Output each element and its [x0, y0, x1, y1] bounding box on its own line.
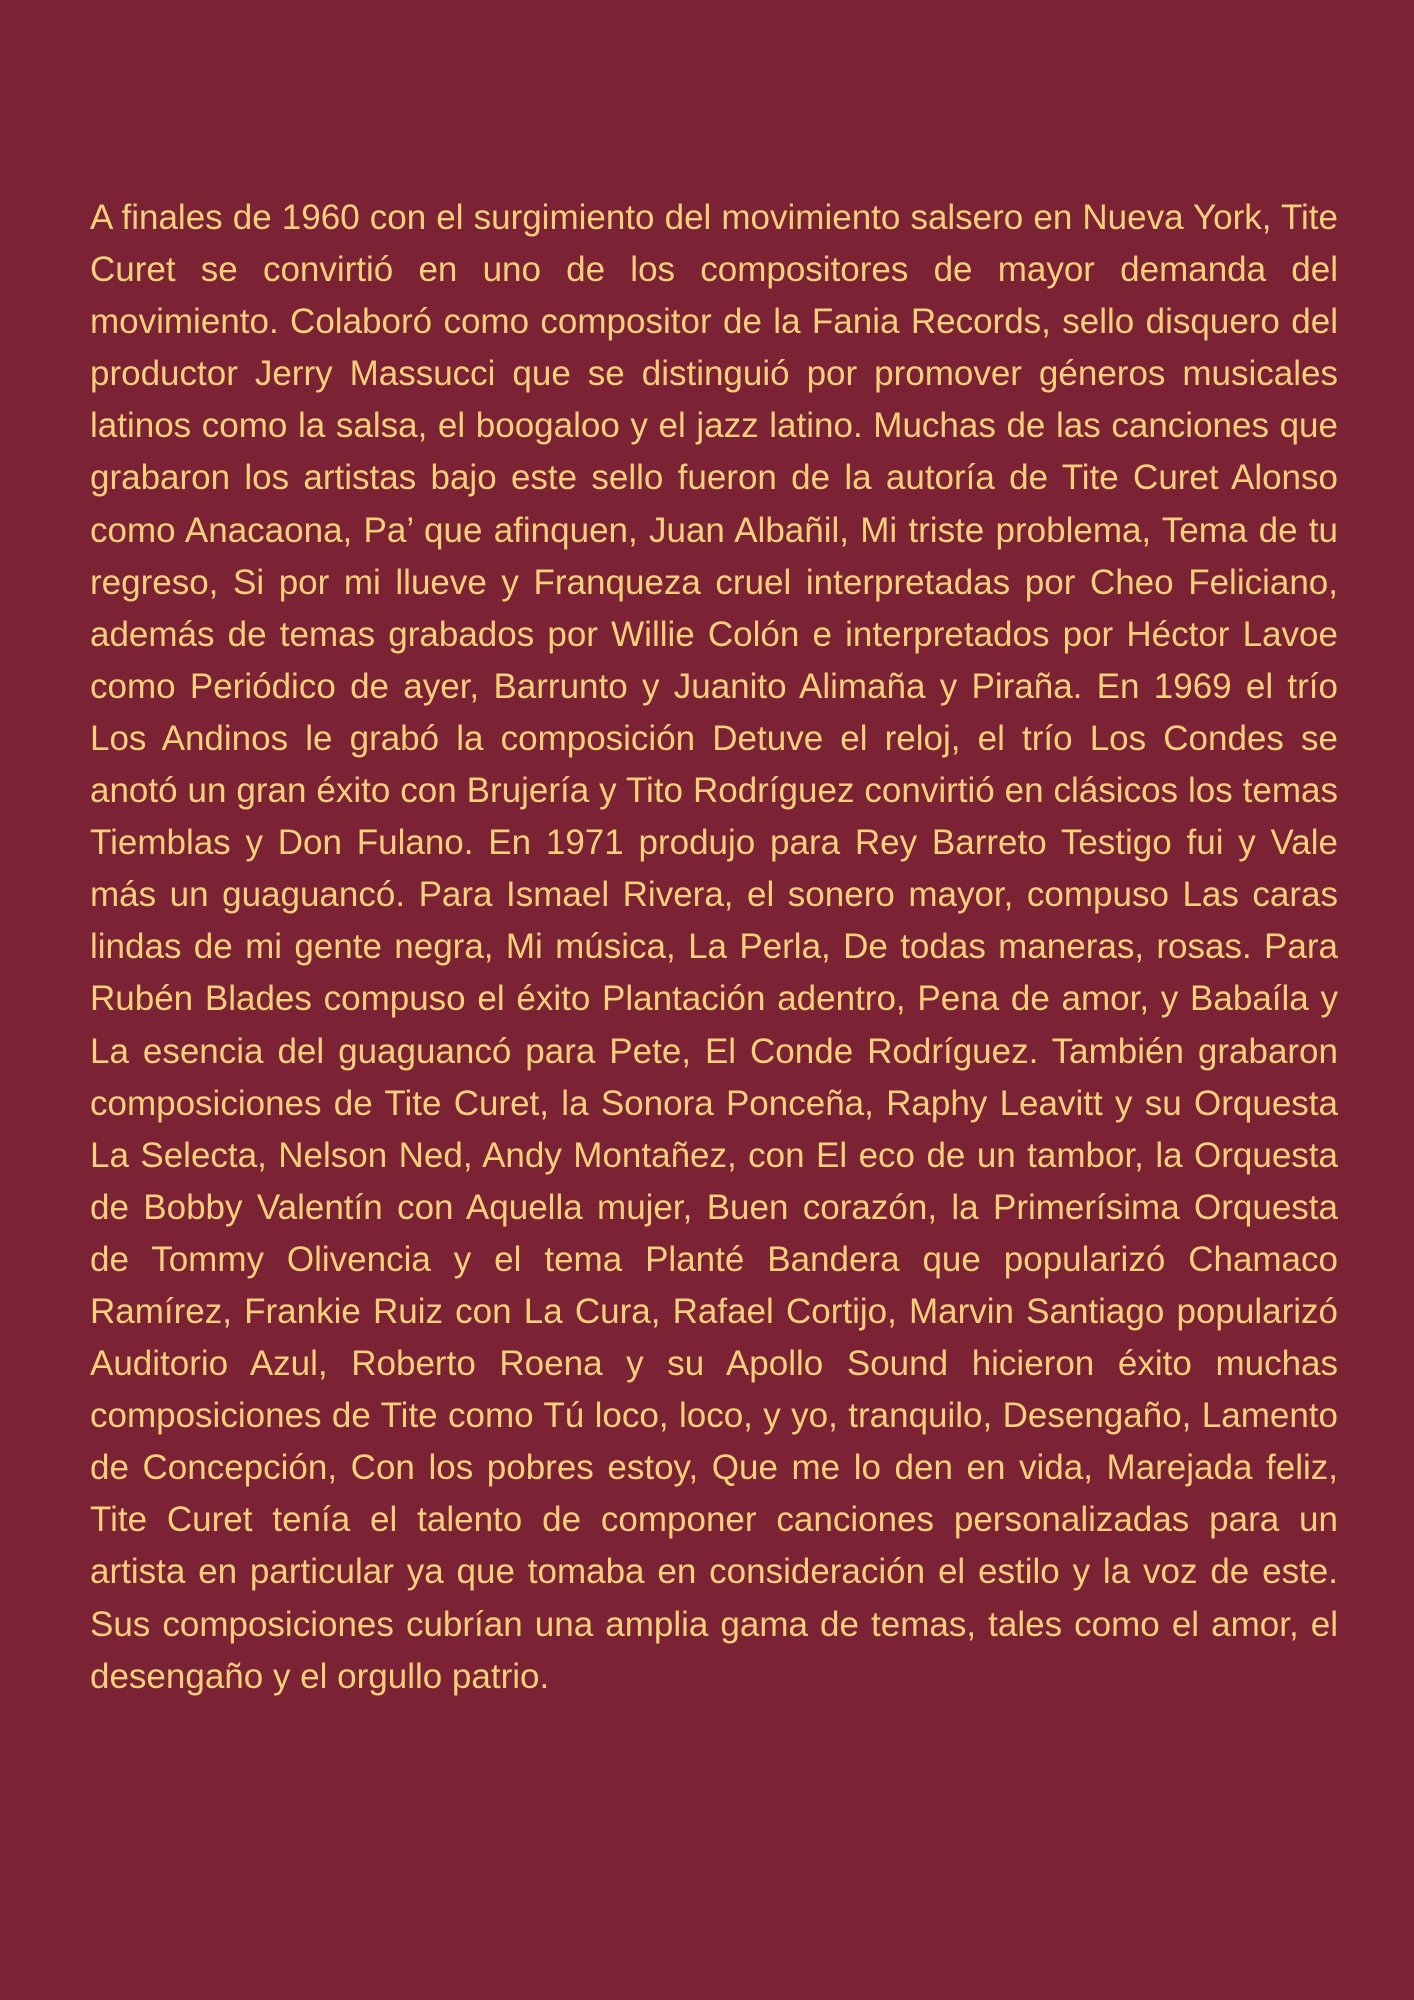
body-paragraph: A finales de 1960 con el surgimiento del movimiento salsero en Nueva York, Tite Curet se convirtió en uno de los compositores de mayor demanda del movimiento. Colaboró como compositor de la Fania Records, sello disquero del productor Jerry Massucci que se distinguió por promover géneros musicales latinos como la salsa, el boogaloo y el jazz latino. Muchas de las canciones que grabaron los artistas bajo este sello fueron de la autoría de Tite Curet Alonso como Anacaona, Pa’ que afinquen, Juan Albañil, Mi triste problema, Tema de tu regreso, Si por mi llueve y Franqueza cruel interpretadas por Cheo Feliciano, además de temas grabados por Willie Colón e interpretados por Héctor Lavoe como Periódico de ayer, Barrunto y Juanito Alimaña y Piraña. En 1969 el trío Los Andinos le grabó la composición Detuve el reloj, el trío Los Condes se anotó un gran éxito con Brujería y Tito Rodríguez convirtió en clásicos los temas Tiemblas y Don Fulano. En 1971 produjo para Rey Barreto Testigo fui y Vale más un guaguancó. Para Ismael Rivera, el sonero mayor, compuso Las caras lindas de mi gente negra, Mi música, La Perla, De todas maneras, rosas. Para Rubén Blades compuso el éxito Plantación adentro, Pena de amor, y Babaíla y La esencia del guaguancó para Pete, El Conde Rodríguez. También grabaron composiciones de Tite Curet, la Sonora Ponceña, Raphy Leavitt y su Orquesta La Selecta, Nelson Ned, Andy Montañez, con El eco de un tambor, la Orquesta de Bobby Valentín con Aquella mujer, Buen corazón, la Primerísima Orquesta de Tommy Olivencia y el tema Planté Bandera que popularizó Chamaco Ramírez, Frankie Ruiz con La Cura, Rafael Cortijo, Marvin Santiago popularizó Auditorio Azul, Roberto Roena y su Apollo Sound hicieron éxito muchas composiciones de Tite como Tú loco, loco, y yo, tranquilo, Desengaño, Lamento de Concepción, Con los pobres estoy, Que me lo den en vida, Marejada feliz, Tite Curet tenía el talento de componer canciones personalizadas para un artista en particular ya que tomaba en consideración el estilo y la voz de este. Sus composiciones cubrían una amplia gama de temas, tales como el amor, el desengaño y el orgullo patrio.: [90, 198, 1338, 1696]
